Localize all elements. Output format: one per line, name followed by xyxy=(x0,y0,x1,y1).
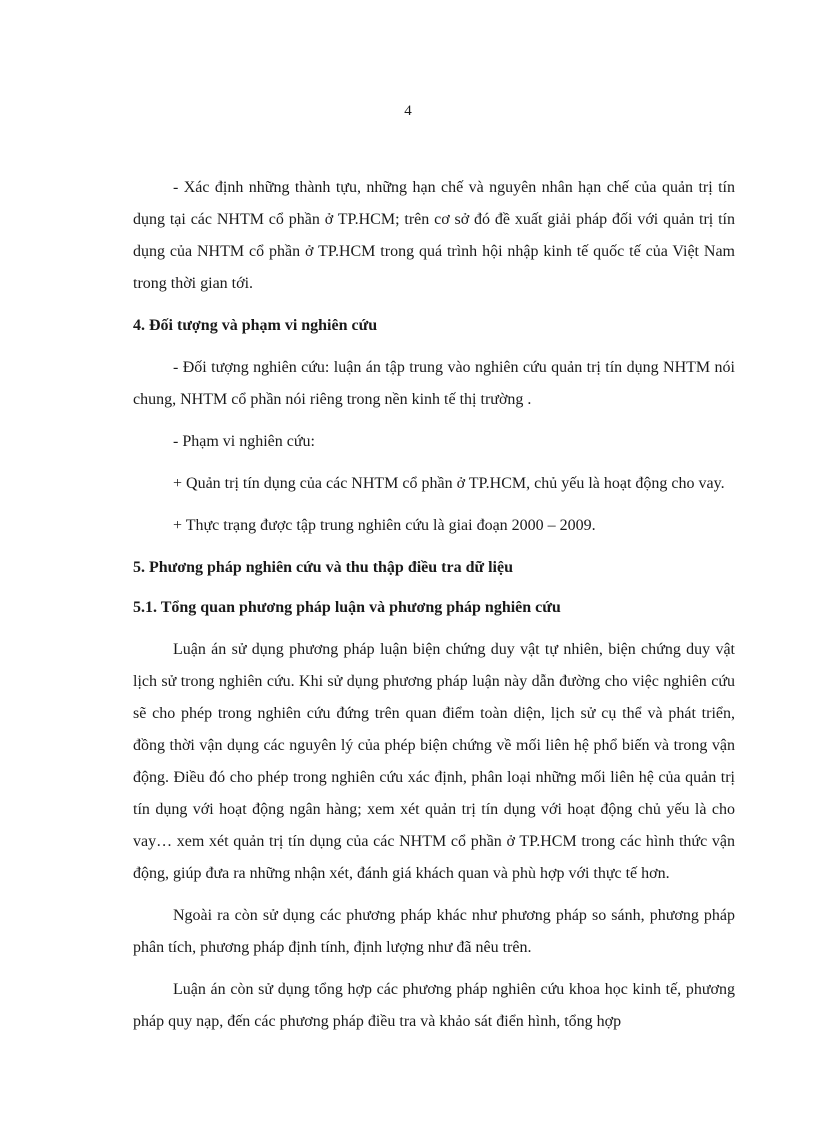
page-number: 4 xyxy=(404,103,412,119)
synthesis-paragraph: Luận án còn sử dụng tổng hợp các phương pháp nghiên cứu khoa học kinh tế, phương pháp quy nạp, đến các phương pháp điều tra và khảo sát điển hình, tổng hợp xyxy=(133,981,735,1030)
page-content xyxy=(133,172,735,1038)
section-heading-5-1: 5.1. Tổng quan phương pháp luận và phương pháp nghiên cứu xyxy=(133,599,561,616)
objective-paragraph: - Xác định những thành tựu, những hạn chế và nguyên nhân hạn chế của quản trị tín dụng tại các NHTM cổ phần ở TP.HCM; trên cơ sở đó đề xuất giải pháp đối với quản trị tín dụng của NHTM cổ phần ở TP.HCM trong quá trình hội nhập kinh tế quốc tế của Việt Nam trong thời gian tới. xyxy=(133,179,735,292)
section-heading-5: 5. Phương pháp nghiên cứu và thu thập điều tra dữ liệu xyxy=(133,559,513,576)
scope-item-2: + Thực trạng được tập trung nghiên cứu là giai đoạn 2000 – 2009. xyxy=(173,517,596,534)
methodology-paragraph: Luận án sử dụng phương pháp luận biện chứng duy vật tự nhiên, biện chứng duy vật lịch sử trong nghiên cứu. Khi sử dụng phương pháp luận này dẫn đường cho việc nghiên cứu sẽ cho phép trong nghiên cứu đứng trên quan điểm toàn diện, lịch sử cụ thể và phát triển, đồng thời vận dụng các nguyên lý của phép biện chứng về mối liên hệ phổ biến và trong vận động. Điều đó cho phép trong nghiên cứu xác định, phân loại những mối liên hệ của quản trị tín dụng với hoạt động ngân hàng; xem xét quản trị tín dụng với hoạt động chủ yếu là cho vay… xem xét quản trị tín dụng của các NHTM cổ phần ở TP.HCM trong các hình thức vận động, giúp đưa ra những nhận xét, đánh giá khách quan và phù hợp với thực tế hơn. xyxy=(133,641,735,882)
section-heading-4: 4. Đối tượng và phạm vi nghiên cứu xyxy=(133,317,378,334)
other-methods-paragraph: Ngoài ra còn sử dụng các phương pháp khác như phương pháp so sánh, phương pháp phân tích, phương pháp định tính, định lượng như đã nêu trên. xyxy=(133,907,735,956)
scope-item-1: + Quản trị tín dụng của các NHTM cổ phần ở TP.HCM, chủ yếu là hoạt động cho vay. xyxy=(173,475,725,492)
research-subject-paragraph: - Đối tượng nghiên cứu: luận án tập trung vào nghiên cứu quản trị tín dụng NHTM nói chung, NHTM cổ phần nói riêng trong nền kinh tế thị trường . xyxy=(133,359,735,408)
research-scope-paragraph: - Phạm vi nghiên cứu: xyxy=(173,433,315,450)
